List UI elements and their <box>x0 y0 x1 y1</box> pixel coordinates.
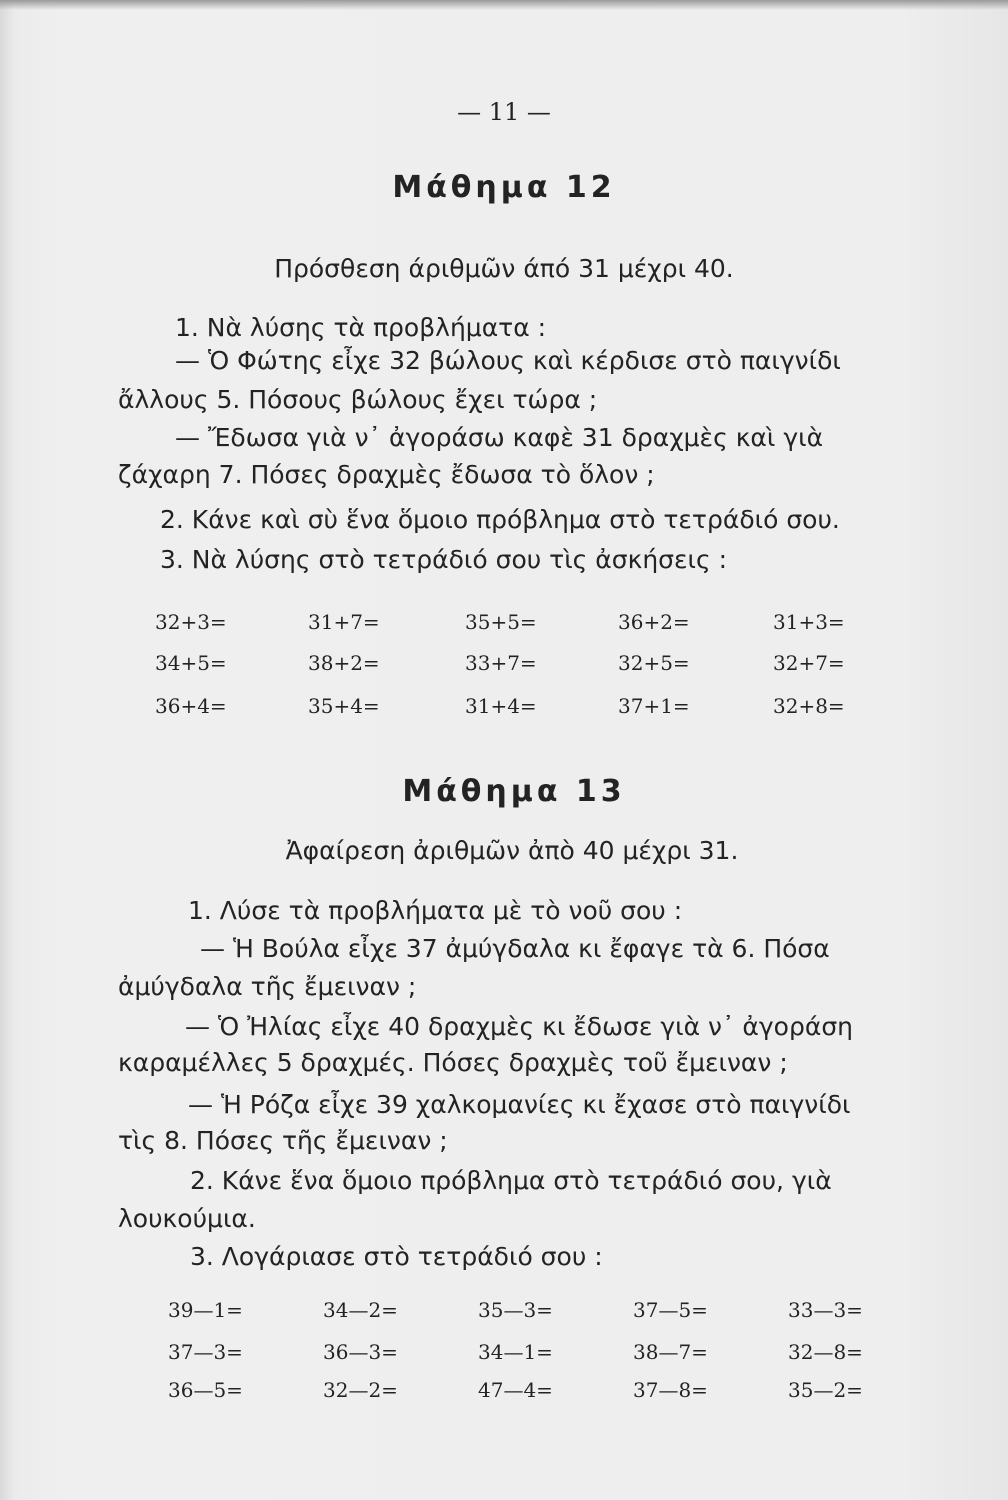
lesson-12-instruction-1: 1. Νὰ λύσης τὰ προβλήματα : <box>175 313 547 342</box>
exercise-item: 38—7= <box>633 1340 708 1364</box>
lesson-13-subtitle: Ἀφαίρεση ἀριθμῶν ἀπὸ 40 μέχρι 31. <box>285 836 739 865</box>
exercise-item: 31+4= <box>465 694 537 718</box>
lesson-13-problem-3a: — Ἡ Ρόζα εἶχε 39 χαλκομανίες κι ἔχασε στὸ παιγνίδι <box>188 1090 851 1119</box>
lesson-13-problem-2a: — Ὁ Ἠλίας εἶχε 40 δραχμὲς κι ἔδωσε γιὰ ν᾽ ἀγοράση <box>185 1012 854 1041</box>
lesson-12-instruction-2: 2. Κάνε καὶ σὺ ἕνα ὅμοιο πρόβλημα στὸ τετράδιό σου. <box>160 505 840 534</box>
lesson-13-instruction-2b: λουκούμια. <box>118 1204 256 1233</box>
exercise-item: 37—5= <box>633 1298 708 1322</box>
exercise-item: 37+1= <box>618 694 690 718</box>
exercise-item: 32—8= <box>788 1340 863 1364</box>
lesson-13-problem-1b: ἀμύγδαλα τῆς ἔμειναν ; <box>118 972 417 1001</box>
lesson-13-problem-3b: τὶς 8. Πόσες τῆς ἔμειναν ; <box>118 1126 448 1155</box>
exercise-item: 47—4= <box>478 1378 553 1402</box>
exercise-item: 34—2= <box>323 1298 398 1322</box>
exercise-item: 35+4= <box>308 694 380 718</box>
scan-edge-shadow <box>0 0 1008 10</box>
lesson-12-instruction-3: 3. Νὰ λύσης στὸ τετράδιό σου τὶς ἀσκήσεις : <box>160 545 728 574</box>
lesson-13-instruction-1: 1. Λύσε τὰ προβλήματα μὲ τὸ νοῦ σου : <box>188 896 683 925</box>
exercise-item: 36+2= <box>618 610 690 634</box>
exercise-item: 35—2= <box>788 1378 863 1402</box>
exercise-item: 31+7= <box>308 610 380 634</box>
lesson-12-problem-1a: — Ὁ Φώτης εἶχε 32 βώλους καὶ κέρδισε στὸ παιγνίδι <box>175 346 841 375</box>
exercise-item: 36+4= <box>155 694 227 718</box>
exercise-item: 37—8= <box>633 1378 708 1402</box>
exercise-item: 32—2= <box>323 1378 398 1402</box>
exercise-item: 36—5= <box>168 1378 243 1402</box>
lesson-13-instruction-3: 3. Λογάριασε στὸ τετράδιό σου : <box>190 1242 603 1271</box>
exercise-item: 37—3= <box>168 1340 243 1364</box>
exercise-item: 32+5= <box>618 651 690 675</box>
exercise-item: 32+3= <box>155 610 227 634</box>
lesson-12-subtitle: Πρόσθεση άριθμῶν άπό 31 μέχρι 40. <box>274 254 734 283</box>
exercise-item: 33+7= <box>465 651 537 675</box>
lesson-12-problem-2a: — Ἔδωσα γιὰ ν᾽ ἀγοράσω καφὲ 31 δραχμὲς καὶ γιὰ <box>175 423 824 452</box>
exercise-item: 32+8= <box>773 694 845 718</box>
exercise-item: 33—3= <box>788 1298 863 1322</box>
lesson-12-problem-2b: ζάχαρη 7. Πόσες δραχμὲς ἔδωσα τὸ ὅλον ; <box>118 460 655 489</box>
lesson-13-title: Μάθημα 13 <box>402 774 626 809</box>
exercise-item: 35+5= <box>465 610 537 634</box>
exercise-item: 38+2= <box>308 651 380 675</box>
exercise-item: 34+5= <box>155 651 227 675</box>
exercise-item: 31+3= <box>773 610 845 634</box>
exercise-item: 36—3= <box>323 1340 398 1364</box>
page-number: — 11 — <box>457 98 551 126</box>
lesson-13-instruction-2a: 2. Κάνε ἕνα ὅμοιο πρόβλημα στὸ τετράδιό σου, γιὰ <box>190 1166 832 1195</box>
exercise-item: 32+7= <box>773 651 845 675</box>
lesson-13-problem-2b: καραμέλλες 5 δραχμές. Πόσες δραχμὲς τοῦ ἔμειναν ; <box>118 1048 788 1077</box>
lesson-13-problem-1a: — Ἡ Βούλα εἶχε 37 ἀμύγδαλα κι ἔφαγε τὰ 6. Πόσα <box>200 934 830 963</box>
exercise-item: 35—3= <box>478 1298 553 1322</box>
lesson-12-title: Μάθημα 12 <box>392 170 616 205</box>
lesson-12-problem-1b: ἄλλους 5. Πόσους βώλους ἔχει τώρα ; <box>118 385 598 414</box>
exercise-item: 39—1= <box>168 1298 243 1322</box>
exercise-item: 34—1= <box>478 1340 553 1364</box>
